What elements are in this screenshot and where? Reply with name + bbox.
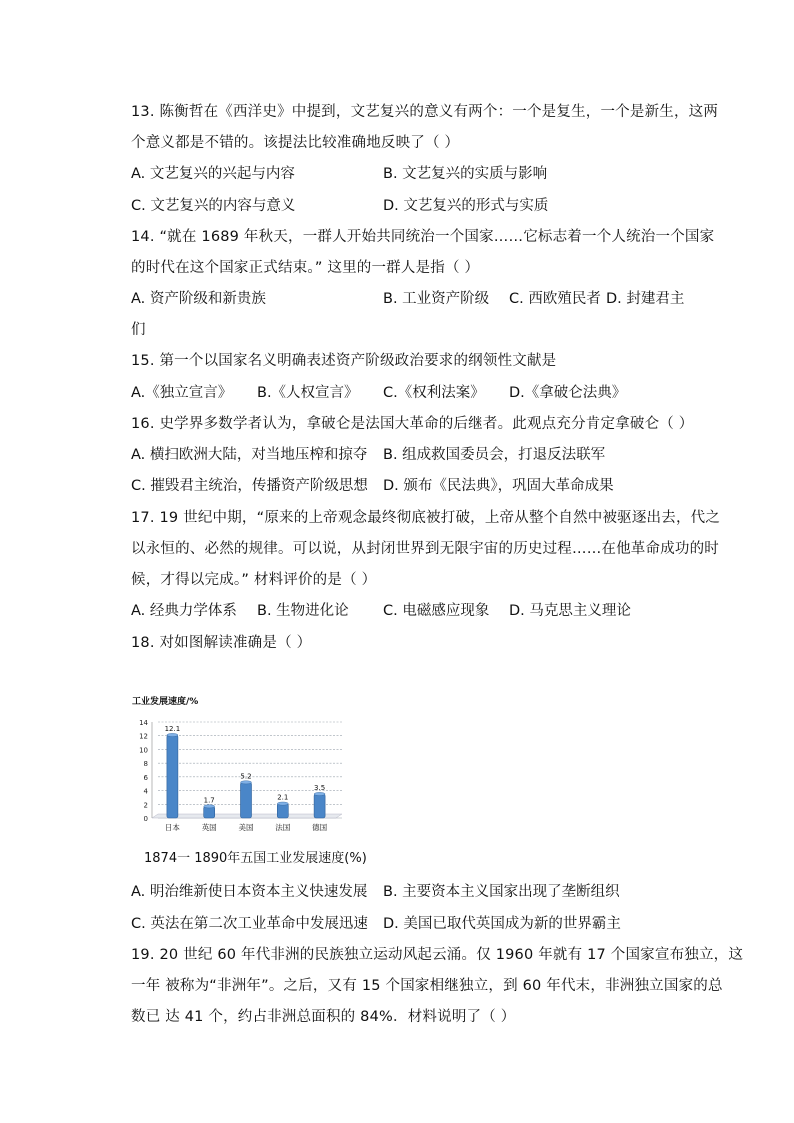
data-label: 1.7 [203,796,215,805]
q14-option-d[interactable]: D. 封建君主 [606,291,685,307]
q17-stem-line1: 17. 19 世纪中期，“原来的上帝观念最终彻底被打破，上帝从整个自然中被驱逐出去，代之 [131,510,721,526]
q13-option-c[interactable]: C. 文艺复兴的内容与意义 [131,198,296,214]
x-tick-label: 美国 [238,823,254,832]
bar-top [204,805,215,808]
y-tick-label: 0 [143,815,148,823]
x-tick-label: 日本 [164,823,180,832]
data-label: 2.1 [277,793,289,802]
bar [204,805,215,818]
q14-stem-line1: 14. “就在 1689 年秋天，一群人开始共同统治一个国家……它标志着一个人统治一个国家 [131,229,715,245]
q19-stem-line3: 数已 达 41 个，约占非洲总面积的 84%．材料说明了（ ） [131,1009,516,1025]
data-label: 3.5 [314,784,326,792]
bar-body [314,794,325,818]
q13-stem-line2: 个意义都是不错的。该提法比较准确地反映了（ ） [131,135,460,151]
q15-option-d[interactable]: D.《拿破仑法典》 [509,385,627,401]
x-tick-label: 德国 [312,823,328,832]
q15-option-a[interactable]: A.《独立宣言》 [131,385,233,401]
q18-option-d[interactable]: D. 美国已取代英国成为新的世界霸主 [383,916,621,932]
y-tick-label: 8 [143,760,148,769]
bar-top [277,802,288,805]
q16-option-a[interactable]: A. 横扫欧洲大陆，对当地压榨和掠夺 [131,447,368,463]
bar-top [167,733,178,736]
bar [314,792,325,818]
q17-stem-line3: 候，才得以完成。” 材料评价的是（ ） [131,572,377,588]
q17-option-d[interactable]: D. 马克思主义理论 [509,603,631,619]
q14-option-b[interactable]: B. 工业资产阶级 [383,291,490,307]
q14-option-a[interactable]: A. 资产阶级和新贵族 [131,291,266,307]
q17-option-a[interactable]: A. 经典力学体系 [131,603,237,619]
q19-stem-line1: 19. 20 世纪 60 年代非洲的民族独立运动风起云涌。仅 1960 年就有 17 个国家宣布独立，这 [131,947,744,963]
q15-option-b[interactable]: B.《人权宣言》 [257,385,359,401]
bar-top [241,781,252,784]
bar [241,781,252,818]
bar [167,733,178,818]
bar-body [277,804,288,818]
bar [277,802,288,818]
y-tick-label: 4 [143,787,148,796]
y-tick-label: 10 [139,746,148,755]
y-tick-label: 2 [143,801,148,810]
q18-option-a[interactable]: A. 明治维新使日本资本主义快速发展 [131,884,368,900]
data-label: 5.2 [240,772,252,781]
bar-body [167,735,178,818]
data-label: 12.1 [164,725,181,734]
q13-option-a[interactable]: A. 文艺复兴的兴起与内容 [131,166,295,182]
q14-stem-line2: 的时代在这个国家正式结束。” 这里的一群人是指（ ） [131,260,480,276]
chart-y-axis [139,719,148,823]
y-tick-label: 12 [139,732,148,741]
y-tick-label: 6 [143,773,148,782]
x-tick-label: 法国 [275,823,291,832]
q13-stem-line1: 13. 陈衡哲在《西洋史》中提到，文艺复兴的意义有两个：一个是复生，一个是新生，这两 [131,104,719,120]
q18-option-b[interactable]: B. 主要资本主义国家出现了垄断组织 [383,884,620,900]
q15-stem-line1: 15. 第一个以国家名义明确表述资产阶级政治要求的纲领性文献是 [131,353,557,369]
q17-option-c[interactable]: C. 电磁感应现象 [383,603,490,619]
chart-x-axis [165,822,328,832]
bar-top [314,792,325,795]
chart-caption: 1874一 1890年五国工业发展速度(%) [144,851,367,866]
q17-option-b[interactable]: B. 生物进化论 [257,603,349,619]
q13-option-b[interactable]: B. 文艺复兴的实质与影响 [383,166,548,182]
chart-title: 工业发展速度/% [132,697,199,707]
x-tick-label: 英国 [201,823,217,832]
q15-option-c[interactable]: C.《权利法案》 [383,385,485,401]
bar-body [241,782,252,818]
q17-stem-line2: 以永恒的、必然的规律。可以说，从封闭世界到无限宇宙的历史过程……在他革命成功的时 [131,541,719,557]
q16-option-c[interactable]: C. 摧毁君主统治，传播资产阶级思想 [131,478,368,494]
q14-option-c[interactable]: C. 西欧殖民者 [509,291,601,307]
q13-option-d[interactable]: D. 文艺复兴的形式与实质 [383,198,549,214]
q16-option-b[interactable]: B. 组成救国委员会，打退反法联军 [383,447,606,463]
industry-speed-bar-chart [120,690,350,840]
q16-stem-line1: 16. 史学界多数学者认为，拿破仑是法国大革命的后继者。此观点充分肯定拿破仑（ ） [131,416,694,432]
q14-option-d-wrap: 们 [131,322,146,338]
y-tick-label: 14 [139,719,148,727]
q19-stem-line2: 一年 被称为“非洲年”。之后，又有 15 个国家相继独立，到 60 年代末，非洲独立国家的总 [131,978,723,994]
q16-option-d[interactable]: D. 颁布《民法典》，巩固大革命成果 [383,478,614,494]
q18-option-c[interactable]: C. 英法在第二次工业革命中发展迅速 [131,916,368,932]
q18-stem-line1: 18. 对如图解读准确是（ ） [131,635,312,651]
